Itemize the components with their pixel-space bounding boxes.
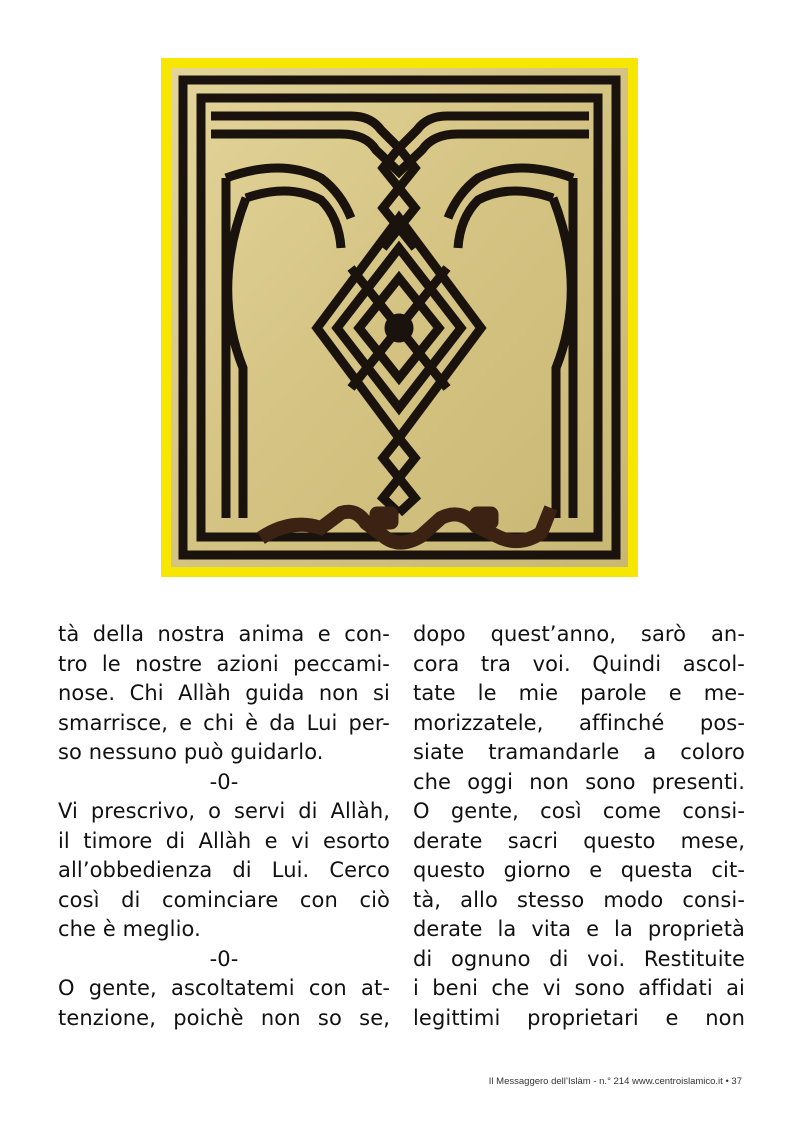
text-line: O gente, ascoltatemi con at- — [58, 976, 390, 1000]
text-line: derate sacri questo mese, — [413, 828, 745, 853]
page-number: 37 — [731, 1076, 742, 1087]
text-line: questo giorno e questa cit- — [413, 858, 745, 882]
text-line: smarrisce, e chi è da Lui per- — [58, 710, 390, 735]
section-separator: -0- — [209, 769, 239, 794]
text-line: tate le mie parole e me- — [413, 681, 745, 705]
text-line: legittimi proprietari e non — [413, 1005, 745, 1030]
left-text-column — [58, 620, 390, 1033]
artwork-frame — [161, 58, 638, 577]
footer-website: www.centroislamico.it — [632, 1076, 723, 1087]
text-line: i beni che vi sono affidati ai — [413, 976, 745, 1000]
text-line: so nessuno può guidarlo. — [58, 740, 324, 764]
right-text-column — [413, 620, 745, 1033]
text-line: derate la vita e la proprietà — [413, 917, 745, 941]
text-line: il timore di Allàh e vi esorto — [58, 828, 390, 853]
text-line: dopo quest’anno, sarò an- — [413, 622, 745, 646]
text-line: che oggi non sono presenti. — [413, 769, 745, 794]
text-line: che è meglio. — [58, 917, 201, 941]
text-line: nose. Chi Allàh guida non si — [58, 681, 390, 705]
text-line: tro le nostre azioni peccami- — [58, 651, 390, 676]
text-line: O gente, così come consi- — [413, 799, 745, 823]
page-footer — [489, 1076, 742, 1087]
text-line: di ognuno di voi. Restituite — [413, 946, 745, 971]
text-line: all’obbedienza di Lui. Cerco — [58, 858, 390, 882]
text-line: siate tramandarle a coloro — [413, 740, 745, 764]
text-line: Vi prescrivo, o servi di Allàh, — [58, 799, 390, 823]
text-line: tà, allo stesso modo consi- — [413, 887, 745, 912]
text-line: così di cominciare con ciò — [58, 887, 390, 912]
calligraphy-knot-artwork — [171, 68, 628, 567]
text-line: cora tra voi. Quindi ascol- — [413, 651, 745, 676]
section-separator: -0- — [209, 946, 239, 971]
text-line: tà della nostra anima e con- — [58, 622, 390, 646]
footer-publication: Il Messaggero dell’Islàm - n.° 214 — [488, 1076, 630, 1087]
text-line: morizzatele, affinché pos- — [413, 710, 745, 735]
footer-bullet: • — [725, 1076, 729, 1087]
text-line: tenzione, poichè non so se, — [58, 1005, 390, 1030]
